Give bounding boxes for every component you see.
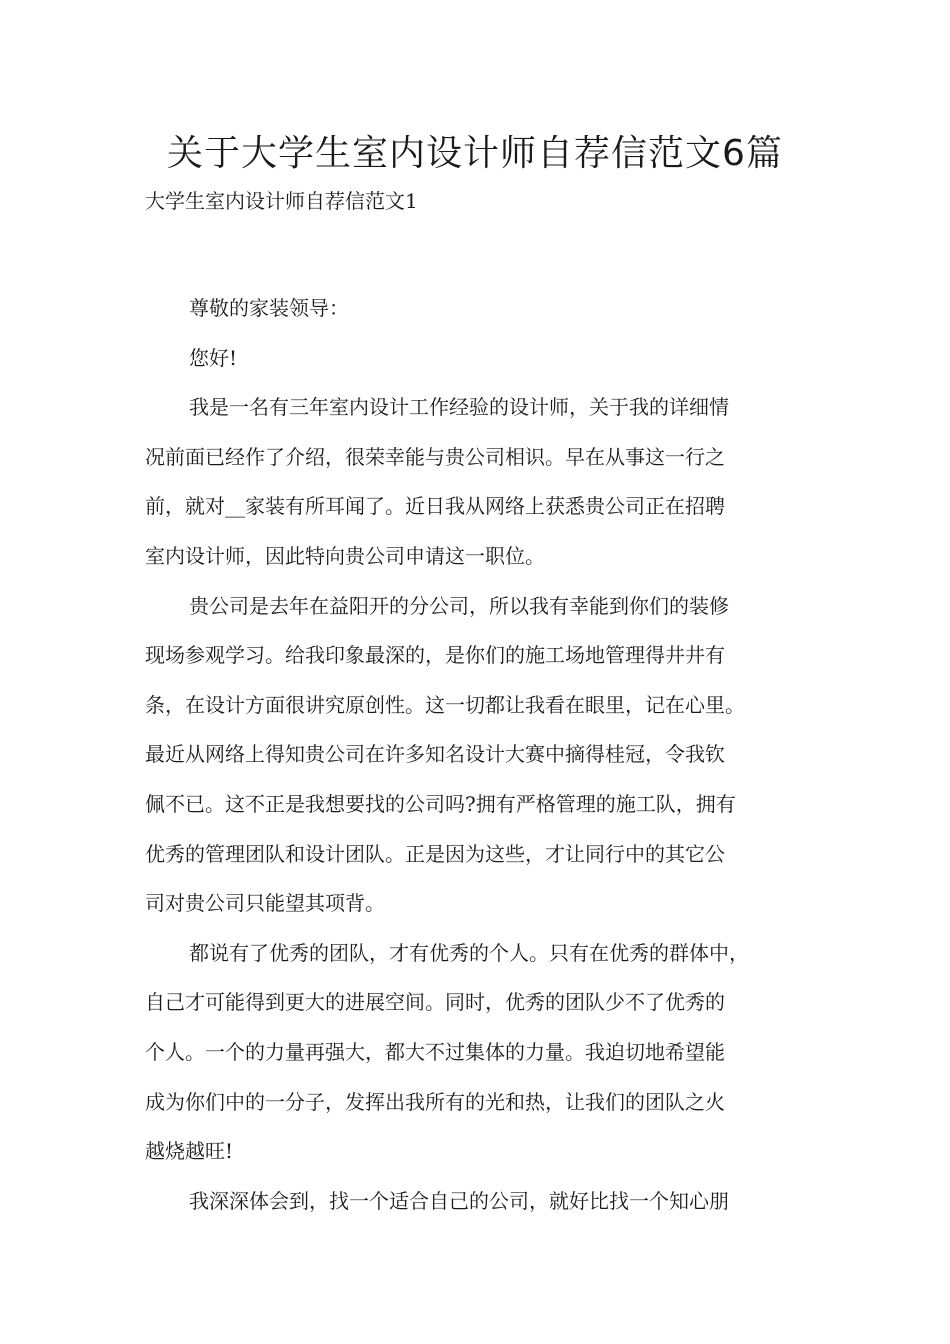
paragraph-line: 成为你们中的一分子，发挥出我所有的光和热，让我们的团队之火 bbox=[145, 1089, 725, 1114]
paragraph-line: 我是一名有三年室内设计工作经验的设计师，关于我的详细情 bbox=[189, 395, 729, 420]
paragraph-line: 司对贵公司只能望其项背。 bbox=[145, 891, 385, 916]
document-title: 关于大学生室内设计师自荐信范文6篇 bbox=[167, 133, 783, 174]
document-subtitle: 大学生室内设计师自荐信范文1 bbox=[145, 189, 418, 213]
paragraph-line: 现场参观学习。给我印象最深的，是你们的施工场地管理得井井有 bbox=[145, 643, 725, 668]
paragraph-line: 我深深体会到，找一个适合自己的公司，就好比找一个知心朋 bbox=[189, 1188, 729, 1213]
paragraph-2 bbox=[145, 582, 813, 929]
letter-body bbox=[145, 284, 813, 1226]
paragraph-3 bbox=[145, 929, 813, 1177]
paragraph-line: 条，在设计方面很讲究原创性。这一切都让我看在眼里，记在心里。 bbox=[145, 692, 745, 717]
paragraph-4 bbox=[145, 1177, 813, 1227]
greeting-line: 尊敬的家装领导： bbox=[189, 296, 349, 320]
paragraph-line: 最近从网络上得知贵公司在许多知名设计大赛中摘得桂冠，令我钦 bbox=[145, 742, 725, 767]
paragraph-line: 前，就对__家装有所耳闻了。近日我从网络上获悉贵公司正在招聘 bbox=[145, 494, 725, 519]
paragraph-line: 自己才可能得到更大的进展空间。同时，优秀的团队少不了优秀的 bbox=[145, 990, 725, 1015]
salutation-line: 您好! bbox=[189, 345, 238, 370]
paragraph-line: 优秀的管理团队和设计团队。正是因为这些，才让同行中的其它公 bbox=[145, 841, 725, 866]
paragraph-line: 个人。一个的力量再强大，都大不过集体的力量。我迫切地希望能 bbox=[145, 1039, 725, 1064]
paragraph-line: 都说有了优秀的团队，才有优秀的个人。只有在优秀的群体中， bbox=[189, 940, 749, 965]
paragraph-line: 越烧越旺! bbox=[145, 1139, 234, 1164]
paragraph-line: 室内设计师，因此特向贵公司申请这一职位。 bbox=[145, 543, 545, 568]
paragraph-line: 佩不已。这不正是我想要找的公司吗?拥有严格管理的施工队，拥有 bbox=[145, 791, 736, 816]
paragraph-line: 况前面已经作了介绍，很荣幸能与贵公司相识。早在从事这一行之 bbox=[145, 444, 725, 469]
paragraph-1 bbox=[145, 383, 813, 581]
paragraph-line: 贵公司是去年在益阳开的分公司，所以我有幸能到你们的装修 bbox=[189, 593, 729, 618]
